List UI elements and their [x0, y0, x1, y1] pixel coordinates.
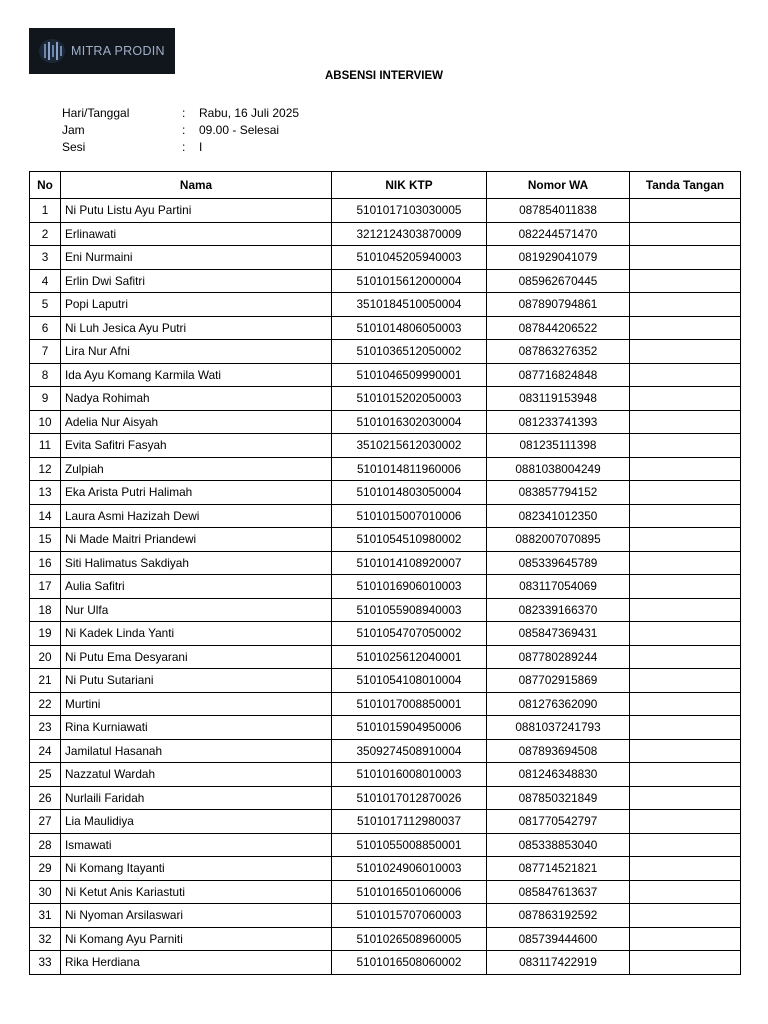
table-row — [30, 199, 741, 223]
cell-wa: 085847369431 — [487, 622, 630, 646]
table-row — [30, 622, 741, 646]
table-row — [30, 904, 741, 928]
cell-no: 7 — [30, 340, 61, 364]
cell-no: 16 — [30, 551, 61, 575]
cell-nik: 5101017103030005 — [332, 199, 487, 223]
cell-nik: 5101015007010006 — [332, 504, 487, 528]
cell-no: 14 — [30, 504, 61, 528]
cell-name: Zulpiah — [61, 457, 332, 481]
cell-wa: 083857794152 — [487, 481, 630, 505]
cell-nik: 5101014811960006 — [332, 457, 487, 481]
table-row — [30, 316, 741, 340]
cell-name: Adelia Nur Aisyah — [61, 410, 332, 434]
cell-signature — [630, 269, 741, 293]
header-no: No — [30, 172, 61, 199]
meta-info — [62, 104, 299, 155]
table-row — [30, 410, 741, 434]
cell-signature — [630, 528, 741, 552]
cell-signature — [630, 504, 741, 528]
cell-wa: 085962670445 — [487, 269, 630, 293]
table-row — [30, 246, 741, 270]
cell-no: 12 — [30, 457, 61, 481]
table-row — [30, 457, 741, 481]
cell-name: Nadya Rohimah — [61, 387, 332, 411]
cell-signature — [630, 645, 741, 669]
cell-nik: 5101017008850001 — [332, 692, 487, 716]
table-row — [30, 222, 741, 246]
cell-wa: 087844206522 — [487, 316, 630, 340]
cell-signature — [630, 340, 741, 364]
cell-no: 19 — [30, 622, 61, 646]
cell-signature — [630, 880, 741, 904]
cell-no: 3 — [30, 246, 61, 270]
cell-name: Lira Nur Afni — [61, 340, 332, 364]
cell-nik: 5101025612040001 — [332, 645, 487, 669]
cell-wa: 082341012350 — [487, 504, 630, 528]
cell-signature — [630, 763, 741, 787]
meta-colon: : — [182, 105, 186, 120]
meta-label: Sesi — [62, 139, 86, 154]
table-body — [30, 199, 741, 975]
cell-no: 29 — [30, 857, 61, 881]
cell-no: 2 — [30, 222, 61, 246]
cell-signature — [630, 481, 741, 505]
cell-nik: 5101016302030004 — [332, 410, 487, 434]
table-row — [30, 927, 741, 951]
table-row — [30, 739, 741, 763]
cell-wa: 087854011838 — [487, 199, 630, 223]
table-row — [30, 810, 741, 834]
cell-name: Ismawati — [61, 833, 332, 857]
logo-text: MITRA PRODIN — [71, 44, 165, 58]
cell-no: 31 — [30, 904, 61, 928]
cell-no: 22 — [30, 692, 61, 716]
cell-signature — [630, 293, 741, 317]
cell-nik: 5101054510980002 — [332, 528, 487, 552]
cell-name: Aulia Safitri — [61, 575, 332, 599]
meta-colon: : — [182, 122, 186, 137]
cell-name: Murtini — [61, 692, 332, 716]
meta-value: Rabu, 16 Juli 2025 — [199, 105, 300, 120]
cell-name: Ida Ayu Komang Karmila Wati — [61, 363, 332, 387]
cell-nik: 5101024906010003 — [332, 857, 487, 881]
cell-name: Lia Maulidiya — [61, 810, 332, 834]
cell-no: 13 — [30, 481, 61, 505]
cell-signature — [630, 622, 741, 646]
cell-nik: 3509274508910004 — [332, 739, 487, 763]
header-nik: NIK KTP — [332, 172, 487, 199]
cell-no: 9 — [30, 387, 61, 411]
cell-wa: 081276362090 — [487, 692, 630, 716]
table-row — [30, 363, 741, 387]
cell-no: 17 — [30, 575, 61, 599]
meta-colon: : — [182, 139, 186, 154]
cell-no: 32 — [30, 927, 61, 951]
cell-no: 23 — [30, 716, 61, 740]
cell-wa: 087714521821 — [487, 857, 630, 881]
cell-wa: 081246348830 — [487, 763, 630, 787]
cell-name: Ni Komang Ayu Parniti — [61, 927, 332, 951]
cell-no: 11 — [30, 434, 61, 458]
table-row — [30, 528, 741, 552]
table-row — [30, 387, 741, 411]
cell-signature — [630, 716, 741, 740]
cell-name: Ni Kadek Linda Yanti — [61, 622, 332, 646]
company-logo — [29, 28, 175, 74]
table-row — [30, 434, 741, 458]
table-row — [30, 293, 741, 317]
cell-nik: 5101016508060002 — [332, 951, 487, 975]
cell-name: Erlinawati — [61, 222, 332, 246]
page-title: ABSENSI INTERVIEW — [325, 70, 443, 82]
cell-signature — [630, 199, 741, 223]
table-header-row — [30, 172, 741, 199]
cell-wa: 081929041079 — [487, 246, 630, 270]
cell-no: 18 — [30, 598, 61, 622]
cell-name: Erlin Dwi Safitri — [61, 269, 332, 293]
cell-name: Popi Laputri — [61, 293, 332, 317]
cell-name: Nazzatul Wardah — [61, 763, 332, 787]
cell-nik: 5101015612000004 — [332, 269, 487, 293]
table-row — [30, 669, 741, 693]
cell-name: Evita Safitri Fasyah — [61, 434, 332, 458]
cell-name: Rika Herdiana — [61, 951, 332, 975]
cell-signature — [630, 857, 741, 881]
cell-wa: 087890794861 — [487, 293, 630, 317]
cell-signature — [630, 246, 741, 270]
cell-wa: 0881038004249 — [487, 457, 630, 481]
meta-label: Hari/Tanggal — [62, 105, 130, 120]
cell-nik: 5101036512050002 — [332, 340, 487, 364]
table-row — [30, 481, 741, 505]
cell-no: 5 — [30, 293, 61, 317]
cell-nik: 3510215612030002 — [332, 434, 487, 458]
cell-wa: 087863192592 — [487, 904, 630, 928]
cell-nik: 5101017112980037 — [332, 810, 487, 834]
cell-no: 10 — [30, 410, 61, 434]
cell-nik: 5101017012870026 — [332, 786, 487, 810]
table-row — [30, 763, 741, 787]
cell-wa: 087716824848 — [487, 363, 630, 387]
meta-label: Jam — [62, 122, 85, 137]
cell-nik: 5101016008010003 — [332, 763, 487, 787]
cell-nik: 5101045205940003 — [332, 246, 487, 270]
cell-name: Jamilatul Hasanah — [61, 739, 332, 763]
cell-nik: 5101016906010003 — [332, 575, 487, 599]
cell-wa: 085339645789 — [487, 551, 630, 575]
cell-name: Laura Asmi Hazizah Dewi — [61, 504, 332, 528]
table-row — [30, 951, 741, 975]
cell-wa: 083117422919 — [487, 951, 630, 975]
header-name: Nama — [61, 172, 332, 199]
cell-signature — [630, 316, 741, 340]
cell-no: 21 — [30, 669, 61, 693]
cell-signature — [630, 457, 741, 481]
cell-signature — [630, 927, 741, 951]
cell-wa: 0881037241793 — [487, 716, 630, 740]
cell-name: Ni Putu Ema Desyarani — [61, 645, 332, 669]
cell-name: Ni Putu Sutariani — [61, 669, 332, 693]
cell-nik: 5101026508960005 — [332, 927, 487, 951]
cell-nik: 5101016501060006 — [332, 880, 487, 904]
cell-nik: 5101014803050004 — [332, 481, 487, 505]
cell-nik: 5101046509990001 — [332, 363, 487, 387]
cell-signature — [630, 692, 741, 716]
cell-nik: 5101054707050002 — [332, 622, 487, 646]
cell-wa: 082339166370 — [487, 598, 630, 622]
meta-row-date — [62, 104, 299, 121]
table-row — [30, 504, 741, 528]
meta-row-session — [62, 138, 299, 155]
table-row — [30, 716, 741, 740]
cell-signature — [630, 363, 741, 387]
cell-nik: 5101055008850001 — [332, 833, 487, 857]
cell-signature — [630, 575, 741, 599]
cell-signature — [630, 951, 741, 975]
cell-signature — [630, 786, 741, 810]
cell-signature — [630, 387, 741, 411]
header-wa: Nomor WA — [487, 172, 630, 199]
logo-mark-icon — [37, 37, 67, 65]
table-row — [30, 833, 741, 857]
cell-nik: 5101055908940003 — [332, 598, 487, 622]
table-row — [30, 575, 741, 599]
cell-name: Ni Ketut Anis Kariastuti — [61, 880, 332, 904]
cell-name: Siti Halimatus Sakdiyah — [61, 551, 332, 575]
cell-signature — [630, 434, 741, 458]
cell-wa: 081233741393 — [487, 410, 630, 434]
table-row — [30, 551, 741, 575]
table-row — [30, 645, 741, 669]
table-row — [30, 786, 741, 810]
cell-no: 24 — [30, 739, 61, 763]
cell-name: Eka Arista Putri Halimah — [61, 481, 332, 505]
cell-no: 25 — [30, 763, 61, 787]
cell-name: Ni Putu Listu Ayu Partini — [61, 199, 332, 223]
cell-no: 30 — [30, 880, 61, 904]
cell-wa: 087863276352 — [487, 340, 630, 364]
cell-name: Eni Nurmaini — [61, 246, 332, 270]
cell-signature — [630, 904, 741, 928]
meta-value: 09.00 - Selesai — [199, 122, 280, 137]
cell-name: Rina Kurniawati — [61, 716, 332, 740]
cell-signature — [630, 810, 741, 834]
cell-nik: 3212124303870009 — [332, 222, 487, 246]
cell-no: 33 — [30, 951, 61, 975]
cell-name: Nur Ulfa — [61, 598, 332, 622]
table-row — [30, 880, 741, 904]
cell-nik: 5101015707060003 — [332, 904, 487, 928]
cell-nik: 5101014806050003 — [332, 316, 487, 340]
cell-wa: 081235111398 — [487, 434, 630, 458]
cell-no: 8 — [30, 363, 61, 387]
table-row — [30, 340, 741, 364]
cell-no: 27 — [30, 810, 61, 834]
table-row — [30, 692, 741, 716]
attendance-table — [29, 171, 741, 975]
cell-wa: 083117054069 — [487, 575, 630, 599]
meta-value: I — [199, 139, 203, 154]
cell-signature — [630, 739, 741, 763]
cell-nik: 5101015904950006 — [332, 716, 487, 740]
cell-no: 1 — [30, 199, 61, 223]
cell-signature — [630, 598, 741, 622]
cell-no: 26 — [30, 786, 61, 810]
cell-no: 6 — [30, 316, 61, 340]
cell-signature — [630, 222, 741, 246]
cell-wa: 087702915869 — [487, 669, 630, 693]
cell-signature — [630, 551, 741, 575]
cell-name: Ni Luh Jesica Ayu Putri — [61, 316, 332, 340]
header-signature: Tanda Tangan — [630, 172, 741, 199]
cell-wa: 0882007070895 — [487, 528, 630, 552]
table-row — [30, 857, 741, 881]
meta-row-time — [62, 121, 299, 138]
cell-name: Ni Nyoman Arsilaswari — [61, 904, 332, 928]
table-row — [30, 269, 741, 293]
cell-name: Nurlaili Faridah — [61, 786, 332, 810]
cell-wa: 082244571470 — [487, 222, 630, 246]
cell-wa: 083119153948 — [487, 387, 630, 411]
cell-no: 28 — [30, 833, 61, 857]
cell-wa: 085739444600 — [487, 927, 630, 951]
cell-signature — [630, 669, 741, 693]
cell-nik: 5101014108920007 — [332, 551, 487, 575]
cell-wa: 085847613637 — [487, 880, 630, 904]
cell-signature — [630, 833, 741, 857]
cell-signature — [630, 410, 741, 434]
cell-name: Ni Komang Itayanti — [61, 857, 332, 881]
cell-wa: 081770542797 — [487, 810, 630, 834]
cell-no: 4 — [30, 269, 61, 293]
cell-no: 20 — [30, 645, 61, 669]
cell-nik: 3510184510050004 — [332, 293, 487, 317]
cell-wa: 087850321849 — [487, 786, 630, 810]
cell-name: Ni Made Maitri Priandewi — [61, 528, 332, 552]
table-row — [30, 598, 741, 622]
cell-wa: 087893694508 — [487, 739, 630, 763]
cell-nik: 5101015202050003 — [332, 387, 487, 411]
cell-wa: 085338853040 — [487, 833, 630, 857]
cell-wa: 087780289244 — [487, 645, 630, 669]
cell-no: 15 — [30, 528, 61, 552]
cell-nik: 5101054108010004 — [332, 669, 487, 693]
